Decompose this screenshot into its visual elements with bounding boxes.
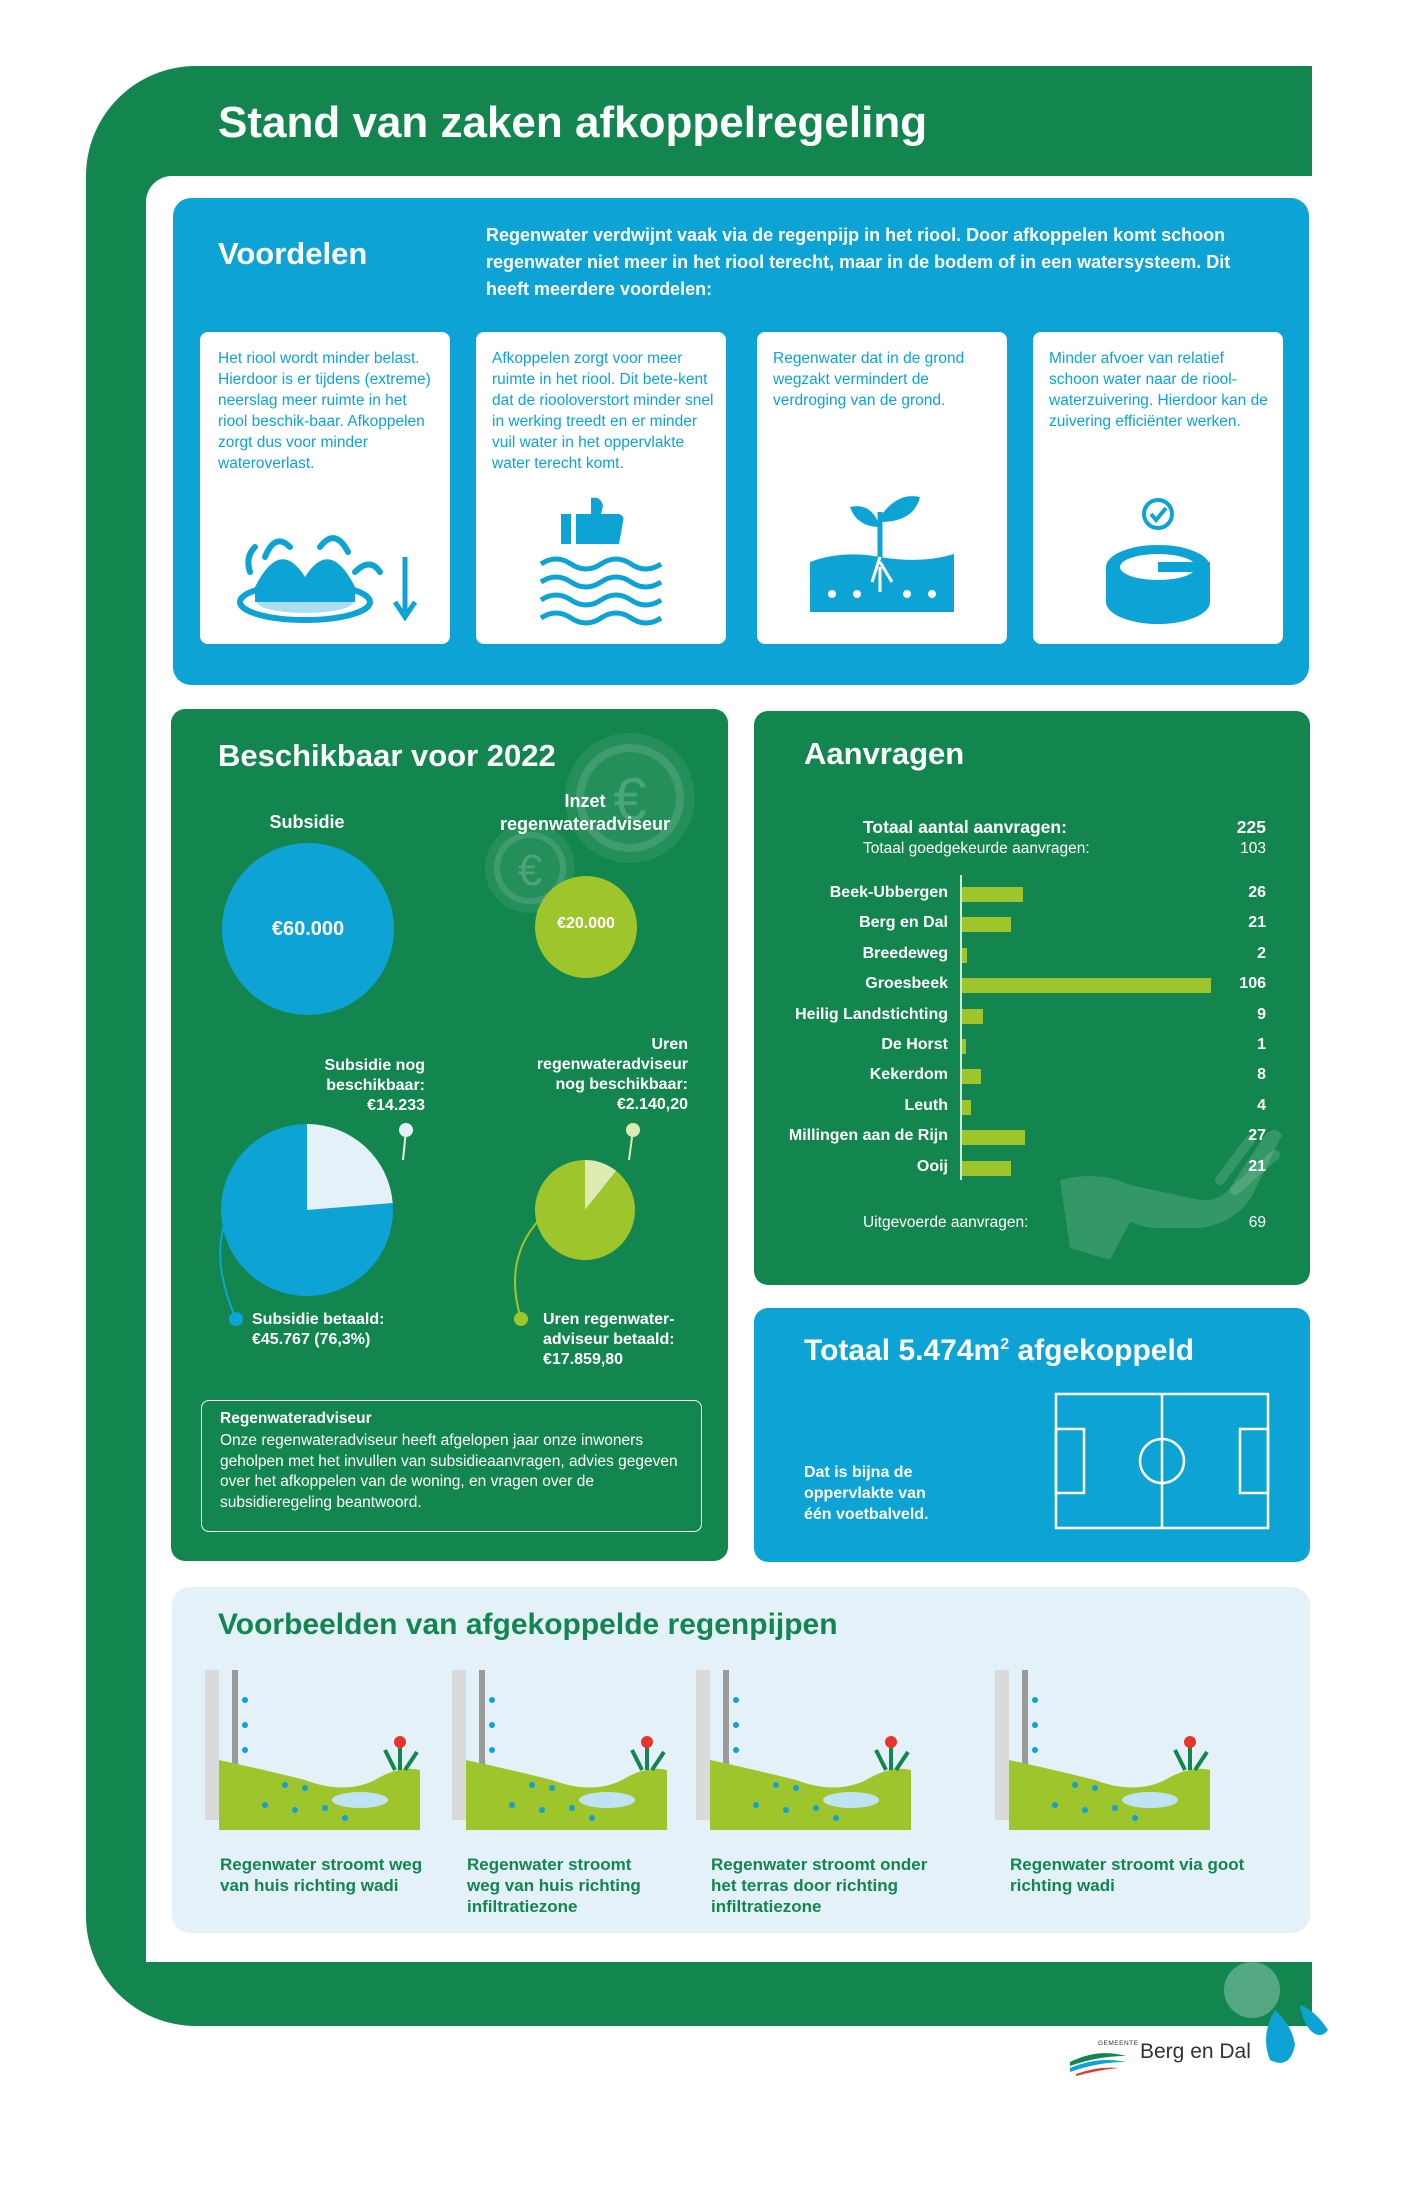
label-line: Subsidie betaald: <box>252 1311 385 1328</box>
voorbeelden-title: Voorbeelden van afgekoppelde regenpijpen <box>218 1608 838 1641</box>
label-line: beschikbaar: <box>326 1077 425 1094</box>
bar <box>962 1069 981 1084</box>
municipality-logo <box>1068 2042 1128 2076</box>
label-line: €14.233 <box>367 1097 425 1114</box>
text-line: oppervlakte van <box>804 1485 926 1502</box>
downspout-illustration <box>696 1670 916 1840</box>
beschikbaar-title: Beschikbaar voor 2022 <box>218 738 556 773</box>
benefit-text: Afkoppelen zorgt voor meer ruimte in het riool. Dit bete-kent dat de riooloverstort minder snel in werking treedt en er minder vuil water in het oppervlakte water terecht komt. <box>492 350 714 472</box>
totaal-aanvragen-label: Totaal aantal aanvragen: <box>863 817 1067 837</box>
inzet-value: €20.000 <box>557 915 615 932</box>
example-caption <box>1010 1854 1244 1896</box>
bar-category-label: Millingen aan de Rijn <box>788 1127 948 1145</box>
caption-line: het terras door richting <box>711 1876 899 1895</box>
goedgekeurd-value: 103 <box>1240 840 1266 857</box>
subsidie-pie <box>221 1124 393 1296</box>
benefit-text: Het riool wordt minder belast. Hierdoor is er tijdens (extreme) neerslag meer ruimte in het riool beschik-baar. Afkoppelen zorgt dus voor minder wateroverlast. <box>218 350 431 472</box>
bar-value-label: 2 <box>1257 944 1266 962</box>
bar-category-label: Beek-Ubbergen <box>829 884 948 901</box>
bar <box>962 1161 1011 1176</box>
uitgevoerd-label: Uitgevoerde aanvragen: <box>863 1214 1029 1231</box>
totaal-title <box>804 1334 1194 1368</box>
caption-line: weg van huis richting <box>467 1876 641 1895</box>
downspout-illustration <box>995 1670 1215 1840</box>
pie-slice-available <box>307 1124 393 1210</box>
logo-name: Berg en Dal <box>1140 2040 1251 2063</box>
bar-category-label: Breedeweg <box>862 944 948 962</box>
text-line: één voetbalveld. <box>804 1506 929 1523</box>
example-illustration <box>205 1670 425 1845</box>
page-title: Stand van zaken afkoppelregeling <box>218 98 928 147</box>
subsidie-betaald-label <box>252 1310 384 1350</box>
label-line: nog beschikbaar: <box>555 1076 688 1093</box>
label-line: €45.767 (76,3%) <box>252 1331 371 1348</box>
example-caption <box>220 1854 422 1896</box>
bar <box>962 1039 966 1054</box>
bar-value-label: 26 <box>1248 884 1266 901</box>
totaal-title-post: afgekoppeld <box>1009 1334 1195 1367</box>
bar <box>962 1100 971 1115</box>
uren-betaald-label <box>543 1310 675 1370</box>
example-illustration <box>995 1670 1215 1845</box>
bar-category-label: Kekerdom <box>869 1066 948 1084</box>
caption-line: Regenwater stroomt onder <box>711 1855 928 1874</box>
sewer-fountain-icon <box>230 517 430 627</box>
bar-value-label: 106 <box>1239 975 1266 993</box>
bar <box>962 1130 1025 1145</box>
bar <box>962 1009 983 1024</box>
treatment-tank-icon <box>1088 492 1228 632</box>
subsidie-label: Subsidie <box>269 812 345 832</box>
bar <box>962 948 967 963</box>
bar-value-label: 4 <box>1257 1096 1266 1114</box>
connector-line <box>515 1220 539 1319</box>
goedgekeurd-label: Totaal goedgekeurde aanvragen: <box>863 840 1090 857</box>
plant-soil-icon <box>802 482 962 622</box>
label-line: Uren <box>651 1036 688 1053</box>
thumbs-up-water-icon <box>531 492 671 632</box>
label-line: Subsidie nog <box>324 1057 425 1074</box>
caption-line: Regenwater stroomt via goot <box>1010 1855 1245 1874</box>
benefit-card <box>757 332 1007 644</box>
caption-line: infiltratiezone <box>711 1897 822 1916</box>
bar-category-label: Berg en Dal <box>859 914 948 932</box>
bar-category-label: De Horst <box>881 1036 948 1053</box>
benefit-card <box>200 332 450 644</box>
downspout-illustration <box>205 1670 425 1840</box>
example-caption <box>467 1854 641 1917</box>
caption-line: infiltratiezone <box>467 1897 578 1916</box>
inzet-label-line: regenwateradviseur <box>499 814 671 834</box>
note-title: Regenwateradviseur <box>220 1410 372 1427</box>
label-line: regenwateradviseur <box>536 1056 688 1073</box>
connector-dot <box>229 1312 243 1326</box>
uitgevoerd-value: 69 <box>1248 1214 1266 1231</box>
connector-dot <box>399 1123 413 1137</box>
subsidie-value: €60.000 <box>271 918 345 940</box>
uren-pie <box>535 1160 635 1260</box>
bar <box>962 978 1211 993</box>
bar-value-label: 8 <box>1257 1066 1266 1084</box>
bar-category-label: Ooij <box>916 1157 948 1175</box>
connector-dot <box>626 1123 640 1137</box>
caption-line: Regenwater stroomt weg <box>220 1855 423 1874</box>
bar-value-label: 27 <box>1248 1127 1266 1145</box>
totaal-title-sup: 2 <box>1000 1336 1010 1353</box>
example-illustration <box>452 1670 672 1845</box>
totaal-title-main: Totaal 5.474m <box>804 1334 1001 1367</box>
voordelen-title: Voordelen <box>218 236 368 271</box>
example-caption <box>711 1854 927 1917</box>
inzet-label-line: Inzet <box>564 791 606 811</box>
caption-line: richting wadi <box>1010 1876 1115 1895</box>
svg-text:€: € <box>517 846 543 895</box>
benefit-text: Minder afvoer van relatief schoon water naar de riool-waterzuivering. Hierdoor kan de zuivering efficiënter werken. <box>1049 350 1268 430</box>
label-line: adviseur betaald: <box>543 1331 675 1348</box>
bar-value-label: 21 <box>1248 1157 1266 1175</box>
bar-category-label: Leuth <box>904 1096 948 1114</box>
svg-text:€: € <box>613 766 647 833</box>
bar-value-label: 1 <box>1257 1036 1266 1053</box>
totaal-text <box>804 1462 929 1525</box>
bar <box>962 917 1011 932</box>
inzet-label <box>470 790 700 836</box>
text-line: Dat is bijna de <box>804 1464 913 1481</box>
example-illustration <box>696 1670 916 1845</box>
bar-value-label: 21 <box>1248 914 1266 932</box>
logo-small-text: GEMEENTE <box>1098 2040 1139 2047</box>
label-line: Uren regenwater- <box>543 1311 675 1328</box>
bar-category-label: Heilig Landstichting <box>795 1005 948 1023</box>
label-line: €17.859,80 <box>543 1351 624 1368</box>
downspout-illustration <box>452 1670 672 1840</box>
note-text: Onze regenwateradviseur heeft afgelopen jaar onze inwoners geholpen met het invullen van subsidieaanvragen, advies gegeven over het afkoppelen van de woning, en vragen over de subsidieregeling beantwoord. <box>220 1432 678 1511</box>
totaal-aanvragen-value: 225 <box>1236 817 1266 837</box>
aanvragen-title: Aanvragen <box>804 736 965 771</box>
benefit-card <box>476 332 726 644</box>
benefit-card <box>1033 332 1283 644</box>
bar-category-label: Groesbeek <box>865 975 948 993</box>
bar-value-label: 9 <box>1257 1005 1266 1023</box>
caption-line: Regenwater stroomt <box>467 1855 632 1874</box>
label-line: €2.140,20 <box>616 1096 688 1113</box>
giving-hand-icon <box>1050 1110 1310 1270</box>
caption-line: van huis richting wadi <box>220 1876 399 1895</box>
benefit-text: Regenwater dat in de grond wegzakt vermindert de verdroging van de grond. <box>773 350 965 409</box>
voordelen-intro: Regenwater verdwijnt vaak via de regenpijp in het riool. Door afkoppelen komt schoon regenwater niet meer in het riool terecht, maar in de bodem of in een watersysteem. Dit heeft meerdere voordelen: <box>486 225 1231 299</box>
connector-dot <box>514 1312 528 1326</box>
football-field-icon <box>1054 1392 1270 1530</box>
bar <box>962 887 1023 902</box>
